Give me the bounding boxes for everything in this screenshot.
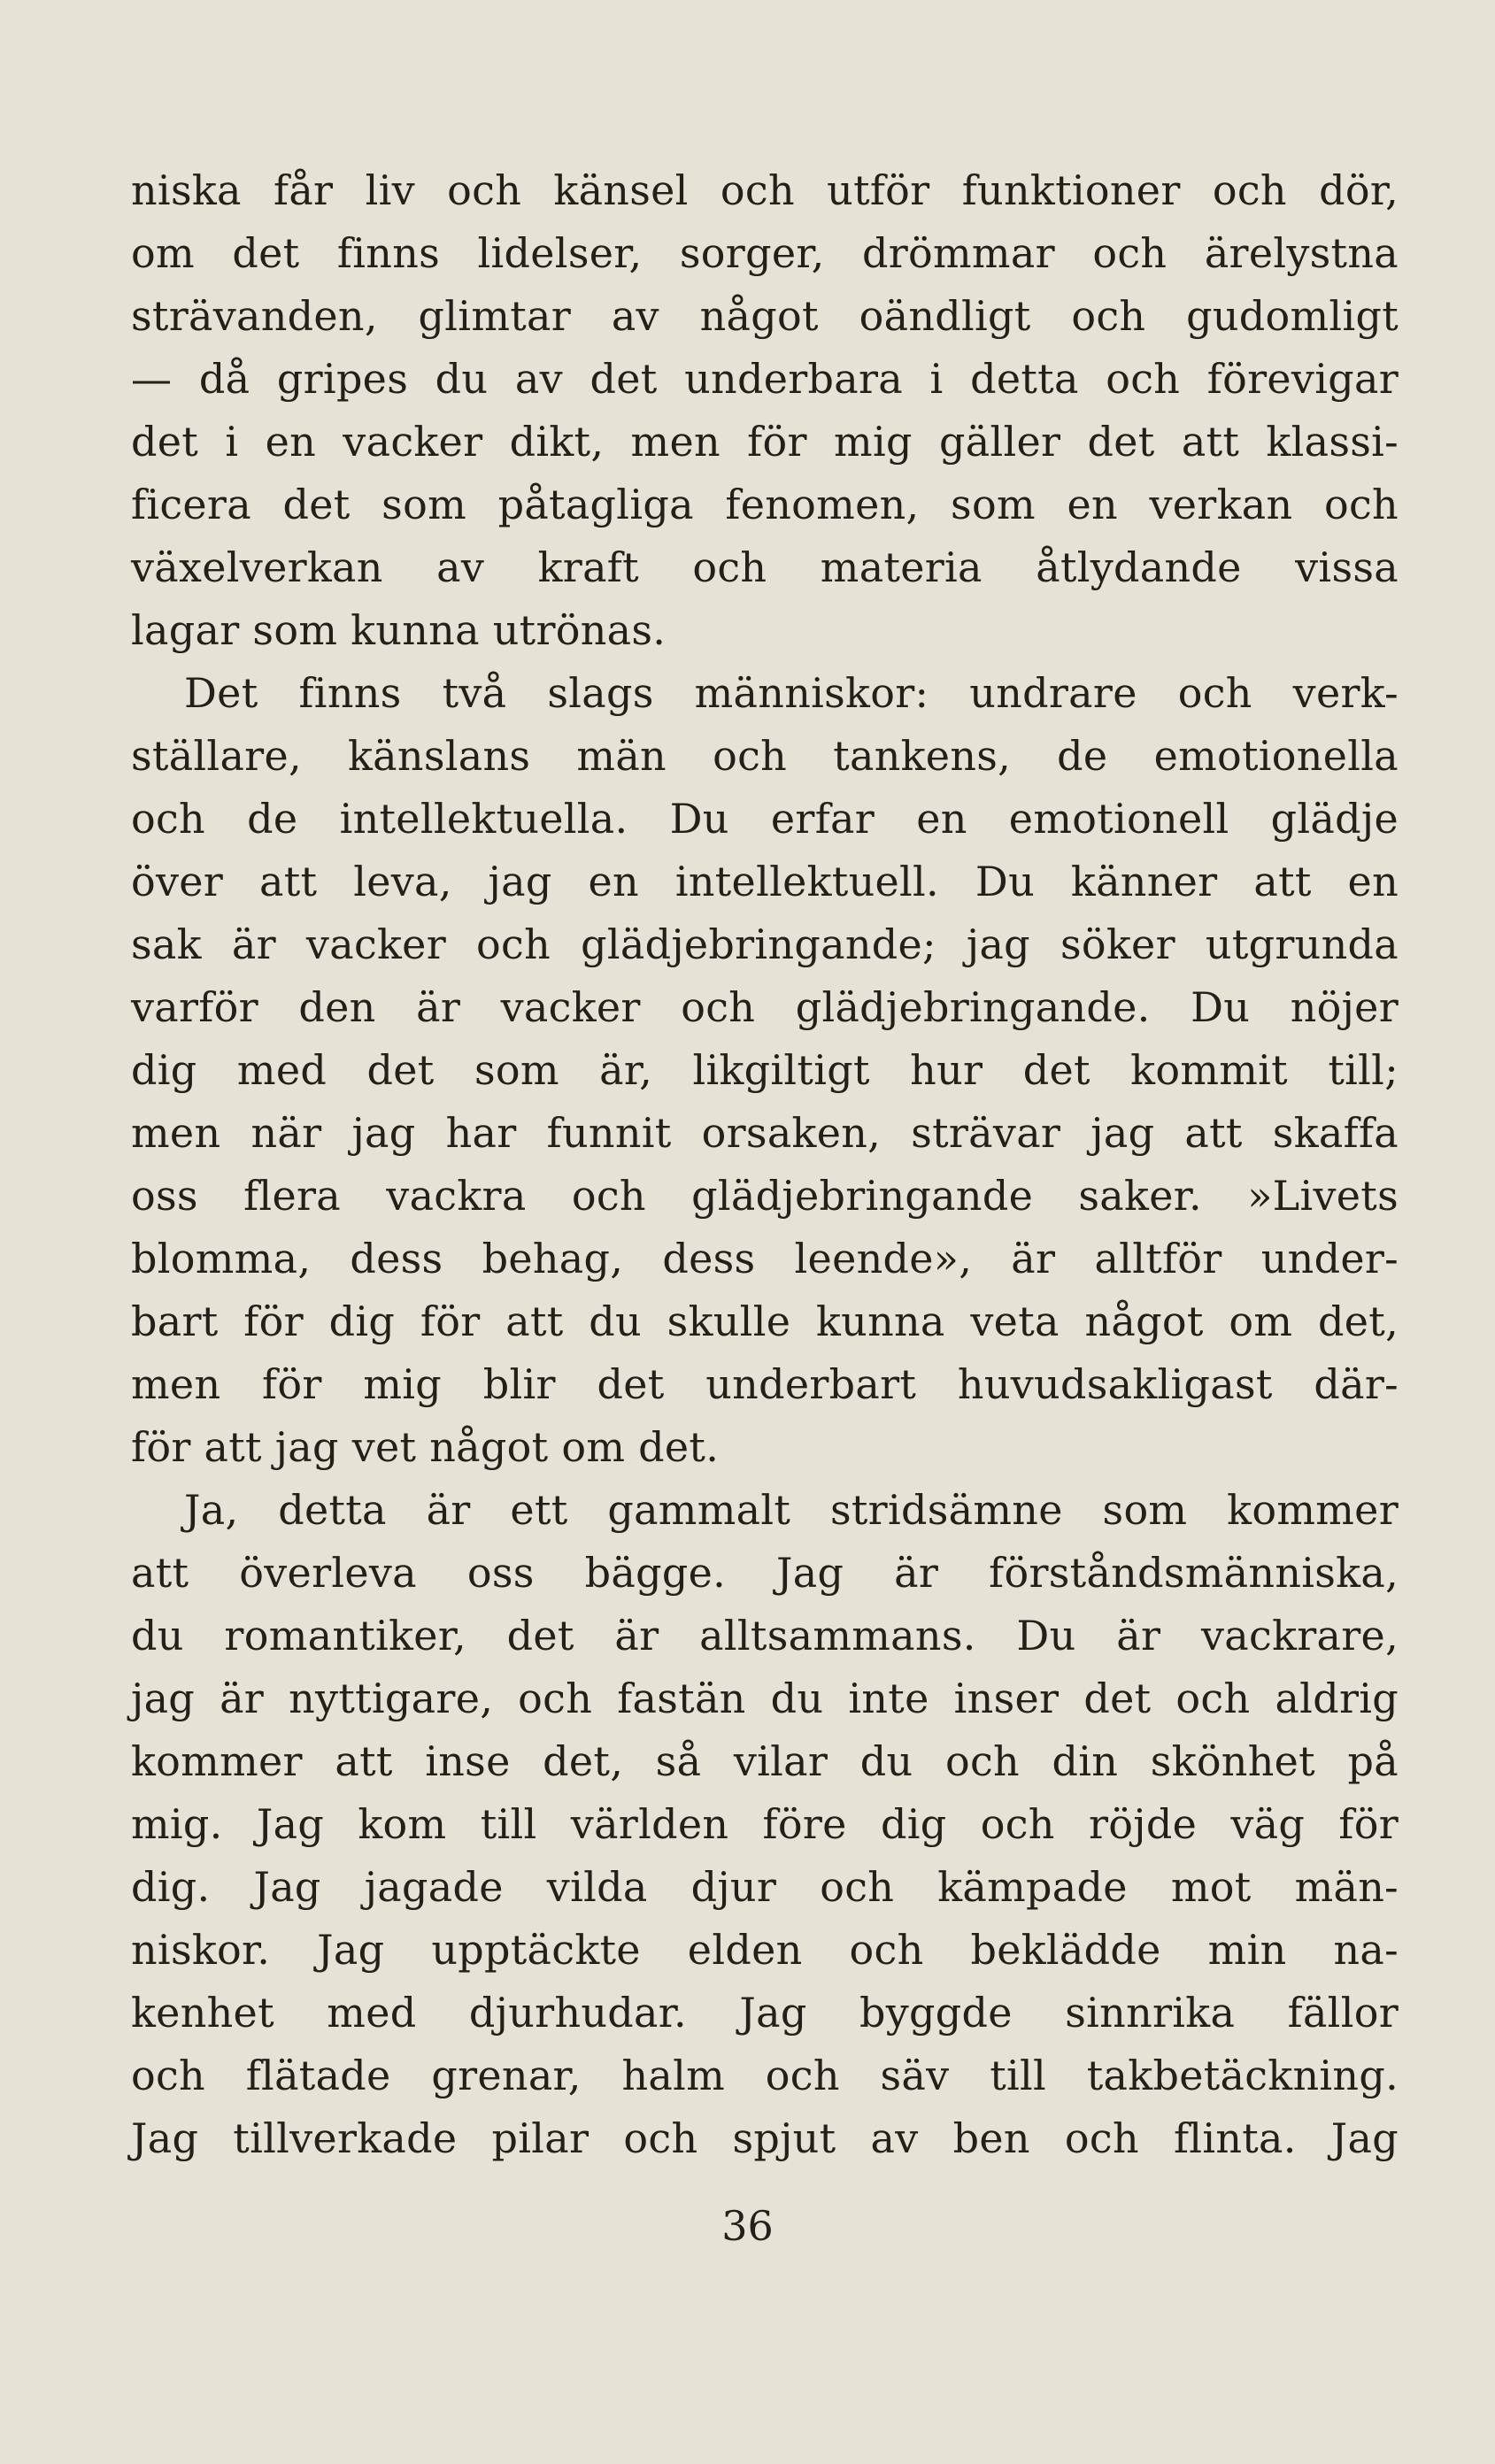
text-line: dig med det som är, likgiltigt hur det kommit till;	[131, 1046, 1399, 1094]
text-line: men för mig blir det underbart huvudsakligast där-	[131, 1360, 1399, 1408]
text-line: strävanden, glimtar av något oändligt och gudomligt	[131, 292, 1399, 340]
text-line: Jag tillverkade pilar och spjut av ben och flinta. Jag	[131, 2114, 1399, 2162]
text-line: mig. Jag kom till världen före dig och röjde väg för	[131, 1800, 1399, 1848]
text-line: att överleva oss bägge. Jag är förståndsmänniska,	[131, 1549, 1399, 1597]
text-line: jag är nyttigare, och fastän du inte inser det och aldrig	[131, 1675, 1399, 1722]
text-line: blomma, dess behag, dess leende», är alltför under-	[131, 1235, 1399, 1282]
text-line: men när jag har funnit orsaken, strävar jag att skaffa	[131, 1109, 1399, 1157]
text-line: för att jag vet något om det.	[131, 1423, 720, 1471]
text-line: och flätade grenar, halm och säv till takbetäckning.	[131, 2052, 1399, 2099]
paragraph-start-line: Det finns två slags människor: undrare och verk-	[184, 669, 1399, 717]
text-line: varför den är vacker och glädjebringande. Du nöjer	[131, 983, 1399, 1031]
text-line: bart för dig för att du skulle kunna veta något om det,	[131, 1297, 1399, 1345]
text-line: och de intellektuella. Du erfar en emotionell glädje	[131, 795, 1399, 843]
text-line: växelverkan av kraft och materia åtlydande vissa	[131, 543, 1399, 591]
text-line: du romantiker, det är alltsammans. Du är vackrare,	[131, 1612, 1399, 1659]
paragraph-start-line: Ja, detta är ett gammalt stridsämne som kommer	[184, 1486, 1399, 1534]
text-line: över att leva, jag en intellektuell. Du känner att en	[131, 858, 1399, 905]
text-line: lagar som kunna utrönas.	[131, 606, 667, 654]
text-line: det i en vacker dikt, men för mig gäller det att klassi-	[131, 418, 1399, 466]
text-line: kenhet med djurhudar. Jag byggde sinnrika fällor	[131, 1989, 1399, 2037]
text-line: niska får liv och känsel och utför funktioner och dör,	[131, 166, 1399, 214]
text-line: sak är vacker och glädjebringande; jag söker utgrunda	[131, 920, 1399, 968]
text-line: kommer att inse det, så vilar du och din skönhet på	[131, 1737, 1399, 1785]
text-line: oss flera vackra och glädjebringande saker. »Livets	[131, 1172, 1399, 1220]
text-line: niskor. Jag upptäckte elden och beklädde min na-	[131, 1926, 1399, 1974]
text-line: ställare, känslans män och tankens, de emotionella	[131, 732, 1399, 780]
text-line: dig. Jag jagade vilda djur och kämpade mot män-	[131, 1863, 1399, 1911]
text-line: ficera det som påtagliga fenomen, som en verkan och	[131, 481, 1399, 528]
text-line: om det finns lidelser, sorger, drömmar och ärelystna	[131, 229, 1399, 277]
body-text	[131, 159, 1399, 2170]
page-number: 36	[721, 2202, 774, 2250]
text-line: — då gripes du av det underbara i detta och förevigar	[131, 355, 1399, 403]
